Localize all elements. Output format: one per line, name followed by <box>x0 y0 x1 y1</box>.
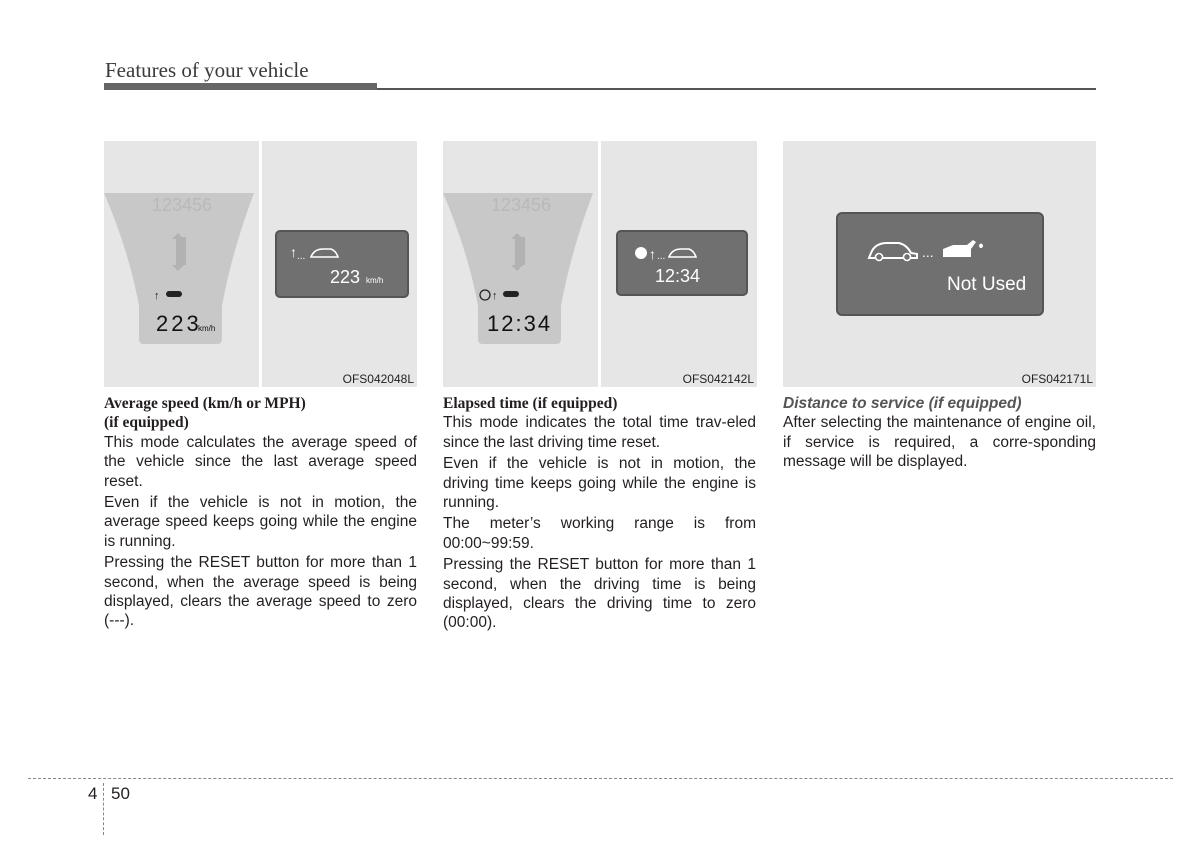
header-rule-thin <box>377 88 1096 90</box>
paragraph: Even if the vehicle is not in motion, the average speed keeps going while the engine is running. <box>104 494 417 550</box>
svg-text:...: ... <box>297 251 306 262</box>
svg-text:↑: ↑ <box>290 244 297 260</box>
figure-elapsed-time <box>443 141 757 387</box>
svg-text:↑: ↑ <box>649 246 656 262</box>
section-title: Features of your vehicle <box>105 58 309 82</box>
column-average-speed <box>104 394 417 633</box>
footer-rule <box>28 778 1173 779</box>
zoom-message: Not Used <box>947 274 1027 295</box>
cluster-odometer: 123456 <box>152 195 213 215</box>
column-distance-to-service <box>783 394 1096 474</box>
section-heading: Average speed (km/h or MPH) <box>104 395 306 412</box>
zoom-display-service <box>783 141 1096 387</box>
cluster-unit: km/h <box>198 324 216 333</box>
section-heading: Distance to service (if equipped) <box>783 395 1022 412</box>
column-elapsed-time <box>443 394 756 635</box>
svg-text:↑: ↑ <box>154 290 160 302</box>
paragraph: This mode indicates the total time trav-eled since the last driving time reset. <box>443 414 756 451</box>
zoom-unit: km/h <box>366 276 384 285</box>
figure-code: OFS042048L <box>342 372 414 386</box>
svg-text:↑: ↑ <box>492 290 498 302</box>
svg-text:...: ... <box>657 251 666 262</box>
zoom-value: 223 <box>330 267 361 287</box>
section-heading-note: (if equipped) <box>104 414 189 432</box>
paragraph: The meter’s working range is from 00:00~99:59. <box>443 515 756 552</box>
header-rule-thick <box>104 83 377 90</box>
cluster-readout: 223 <box>156 311 202 336</box>
figure-code: OFS042142L <box>682 372 754 386</box>
svg-text:...: ... <box>922 244 934 260</box>
footer-vertical-rule <box>103 783 104 835</box>
cluster-odometer: 123456 <box>491 195 552 215</box>
zoom-display-average-speed <box>104 141 417 387</box>
paragraph: Even if the vehicle is not in motion, the driving time keeps going while the engine is running. <box>443 455 756 512</box>
paragraph: Pressing the RESET button for more than 1 second, when the average speed is being displayed, clears the average speed to zero (---). <box>104 554 417 630</box>
page-number: 50 <box>111 784 130 803</box>
section-heading: Elapsed time (if equipped) <box>443 395 618 412</box>
chapter-number: 4 <box>88 784 98 803</box>
paragraph: After selecting the maintenance of engine oil, if service is required, a corre-sponding message will be displayed. <box>783 414 1096 471</box>
figure-average-speed <box>104 141 417 387</box>
zoom-value: 12:34 <box>655 266 701 286</box>
zoom-display-elapsed-time <box>443 141 757 387</box>
cluster-readout: 12:34 <box>487 311 553 336</box>
figure-code: OFS042171L <box>1021 372 1093 386</box>
figure-distance-to-service <box>783 141 1096 387</box>
paragraph: This mode calculates the average speed of the vehicle since the last average speed reset. <box>104 433 417 490</box>
paragraph: Pressing the RESET button for more than 1 second, when the driving time is being displayed, clears the driving time to zero (00:00). <box>443 556 756 632</box>
